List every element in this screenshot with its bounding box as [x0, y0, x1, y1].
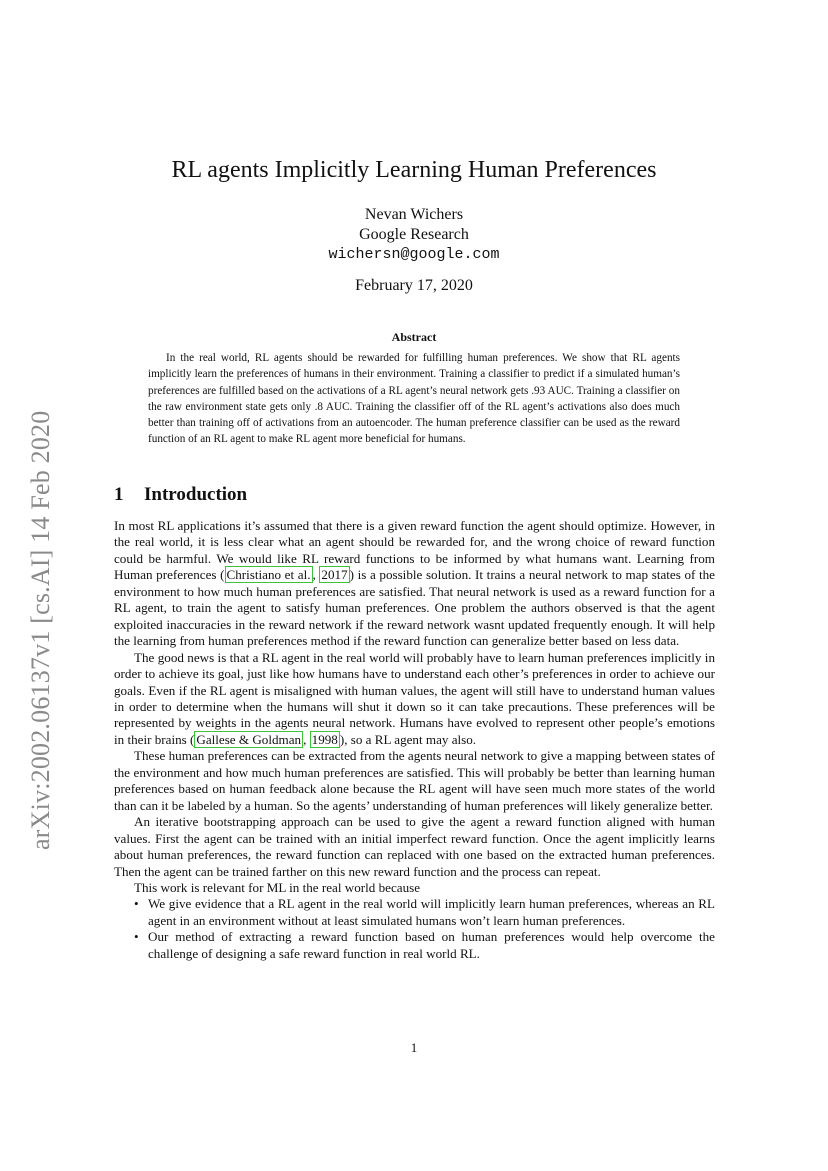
citation-link-christiano-author[interactable]: Christiano et al.	[226, 567, 311, 583]
bullet-list	[114, 896, 715, 962]
author-affiliation: Google Research	[359, 226, 469, 243]
page-number: 1	[410, 1040, 418, 1055]
section-number: 1	[114, 484, 124, 505]
arxiv-identifier: arXiv:2002.06137v1 [cs.AI] 14 Feb 2020	[26, 410, 55, 850]
paper-date: February 17, 2020	[355, 277, 473, 294]
paragraph-1	[114, 518, 715, 650]
list-item	[114, 929, 715, 962]
body-text	[114, 518, 715, 962]
bullet-icon: •	[134, 929, 139, 945]
citation-link-christiano-year[interactable]: 2017	[321, 567, 348, 583]
citation-link-gallese-year[interactable]: 1998	[311, 731, 338, 747]
paragraph-2-text-b: ), so a RL agent may also.	[339, 731, 477, 747]
paper-title: RL agents Implicitly Learning Human Preferences	[171, 157, 657, 183]
citation-separator: ,	[312, 567, 320, 583]
section-title: Introduction	[144, 484, 248, 505]
abstract-heading: Abstract	[391, 330, 437, 344]
paragraph-1-text-b: ) is a possible solution. It trains a neural network to map states of the environment to how much human preferences are satisfied. That neural network is used as a reward function for a RL agent, to train the agent to satisfy human preferences. One problem the authors observed is that the agent exploited inaccuracies in the reward network if the reward network wasnt updated frequently enough. It will help the learning from human preferences method if the reward function can generalize better based on less data.	[114, 567, 715, 649]
bullet-icon: •	[134, 896, 139, 912]
section-heading	[114, 484, 247, 506]
paragraph-3: These human preferences can be extracted from the agents neural network to give a mapping between states of the environment and how much human preferences are satisfied. This will probably be better than learning human preferences based on human feedback alone because the RL agent will have seen much more states of the world than can it be labeled by a human. So the agents’ understanding of human preferences will likely generalize better.	[114, 748, 715, 813]
list-item	[114, 896, 715, 929]
paragraph-4: An iterative bootstrapping approach can be used to give the agent a reward function aligned with human values. First the agent can be trained with an initial imperfect reward function. Once the agent implicitly learns about human preferences, the reward function can replaced with one based on the extracted human preferences. Then the agent can be trained farther on this new reward function and the process can repeat.	[114, 814, 715, 879]
paragraph-5: This work is relevant for ML in the real world because	[134, 879, 421, 895]
paragraph-2	[114, 650, 715, 749]
arxiv-sidebar	[26, 370, 56, 850]
citation-link-gallese-author[interactable]: Gallese & Goldman	[196, 731, 302, 747]
paragraph-1-text-a: In most RL applications it’s assumed that there is a given reward function the agent should optimize. However, in the real world, it is less clear what an agent should be rewarded for, and the wrong choice of reward function could be harmful. We would like RL reward functions to be informed by what humans want. Learning from Human preferences (	[114, 518, 715, 583]
author-name: Nevan Wichers	[364, 206, 464, 223]
abstract-text: In the real world, RL agents should be rewarded for fulfilling human preferences. We show that RL agents implicitly learn the preferences of humans in their environment. Training a classifier to predict if a simulated human’s preferences are fulfilled based on the activations of a RL agent’s neural network gets .93 AUC. Training a classifier on the raw environment state gets only .8 AUC. Training the classifier off of the RL agent’s activations also does much better than training off of activations from an autoencoder. The human preference classifier can be used as the reward function of an RL agent to make RL agent more beneficial for humans.	[148, 352, 680, 446]
citation-separator: ,	[303, 731, 310, 747]
list-item-text: We give evidence that a RL agent in the real world will implicitly learn human preferences, whereas an RL agent in an environment without at least simulated humans won’t learn human preferences.	[148, 896, 715, 928]
author-email: wichersn@google.com	[328, 246, 500, 263]
list-item-text: Our method of extracting a reward function based on human preferences would help overcome the challenge of designing a safe reward function in real world RL.	[148, 929, 715, 961]
paragraph-2-text-a: The good news is that a RL agent in the real world will probably have to learn human preferences implicitly in order to achieve its goal, just like how humans have to understand each other’s preferences in order to achieve our goals. Even if the RL agent is misaligned with human values, the agent will still have to understand human values in order to determine when the humans will shut it down so it can take precautions. These preferences will be represented by weights in the agents neural network. Humans have evolved to represent other people’s emotions in their brains (	[114, 649, 715, 747]
